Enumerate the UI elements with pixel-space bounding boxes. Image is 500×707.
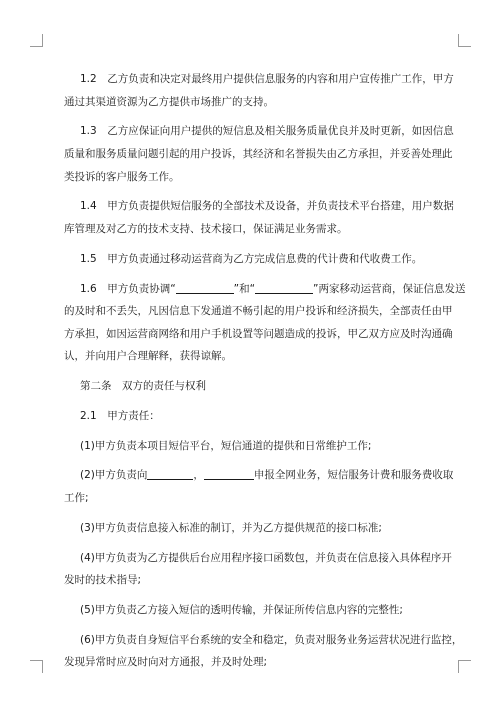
- operator-1-blank: [176, 281, 234, 294]
- operator-2-blank: [255, 281, 313, 294]
- item-2-text-b: ，: [193, 469, 204, 482]
- clause-1-6-text-c: ”两家移动运营商，保证信息发送: [313, 282, 466, 295]
- item-6: [64, 629, 463, 674]
- item-2-text-a: (2)甲方负责向: [80, 469, 148, 482]
- operator-a-blank: [147, 467, 193, 480]
- clause-1-2-line-1: 1.2 乙方负责和决定对最终用户提供信息服务的内容和用户宣传推广工作，甲方: [80, 73, 454, 85]
- item-2-text-c: 申报全网业务，短信服务计费和服务费收取: [253, 469, 454, 482]
- item-6-line-2: 发现异常时应及时向对方通报，并及时处理;: [64, 656, 268, 669]
- clause-1-2-line-2: 通过其渠道资源为乙方提供市场推广的支持。: [64, 95, 274, 108]
- article-2-title: 第二条 双方的责任与权利: [80, 380, 206, 393]
- clause-1-4-line-1: 1.4 甲方负责提供短信服务的全部技术及设备，并负责技术平台搭建，用户数据: [80, 200, 454, 213]
- clause-1-3: [64, 120, 454, 188]
- clause-1-4-line-2: 库管理及对乙方的技术支持、技术接口，保证满足业务需求。: [64, 222, 348, 235]
- crop-mark-top-right: [458, 34, 471, 47]
- item-1: [80, 435, 444, 458]
- clause-1-5: [80, 248, 444, 271]
- item-2: [64, 464, 454, 509]
- crop-mark-top-left: [30, 34, 43, 47]
- clause-1-5-line-1: 1.5 甲方负责通过移动运营商为乙方完成信息费的代计费和代收费工作。: [80, 252, 423, 265]
- item-1-line-1: (1)甲方负责本项目短信平台，短信通道的提供和日常维护工作;: [80, 439, 372, 452]
- item-2-line-1: [80, 464, 454, 487]
- clause-1-6: [64, 278, 466, 368]
- clause-1-4: [64, 195, 454, 240]
- crop-mark-bottom-right: [458, 660, 471, 673]
- section-2-1-heading: [80, 405, 444, 428]
- document-body: [64, 68, 466, 674]
- item-5: [80, 599, 444, 622]
- item-2-line-2: 工作;: [64, 492, 89, 504]
- section-2-1-title: 2.1 甲方责任：: [80, 409, 160, 422]
- item-3-line-1: (3)甲方负责信息接入标准的制订，并为乙方提供规范的接口标准;: [80, 521, 382, 534]
- item-4: [64, 547, 452, 592]
- clause-1-3-line-2: 质量和服务质量问题引起的用户投诉，其经济和名誉损失由乙方承担，并妥善处理此: [64, 147, 453, 160]
- clause-1-6-text-a: 1.6 甲方负责协调“: [80, 282, 176, 295]
- clause-1-6-text-b: ”和“: [233, 282, 256, 295]
- clause-1-2: [64, 68, 454, 113]
- clause-1-3-line-3: 类投诉的客户服务工作。: [64, 170, 180, 183]
- item-4-line-1: (4)甲方负责为乙方提供后台应用程序接口函数包，并负责在信息接入具体程序开: [80, 551, 452, 564]
- item-4-line-2: 发时的技术指导;: [64, 574, 142, 587]
- clause-1-6-line-2: 的及时和不丢失，凡因信息下发通道不畅引起的用户投诉和经济损失，全部责任由甲: [64, 305, 453, 318]
- clause-1-6-line-3: 方承担，如因运营商网络和用户手机设置等问题造成的投诉，甲乙双方应及时沟通确: [64, 327, 453, 340]
- operator-b-blank: [204, 467, 254, 480]
- crop-mark-bottom-left: [30, 660, 43, 673]
- clause-1-6-line-1: [80, 278, 466, 301]
- clause-1-3-line-1: 1.3 乙方应保证向用户提供的短信息及相关服务质量优良并及时更新，如因信息: [80, 125, 454, 138]
- clause-1-6-line-4: 认，并向用户合理解释，获得谅解。: [64, 350, 232, 363]
- item-5-line-1: (5)甲方负责乙方接入短信的透明传输，并保证所传信息内容的完整性;: [80, 603, 403, 616]
- article-2-heading: [80, 375, 444, 398]
- item-3: [80, 517, 444, 540]
- item-6-line-1: (6)甲方负责自身短信平台系统的安全和稳定，负责对服务业务运营状况进行监控，: [80, 633, 463, 646]
